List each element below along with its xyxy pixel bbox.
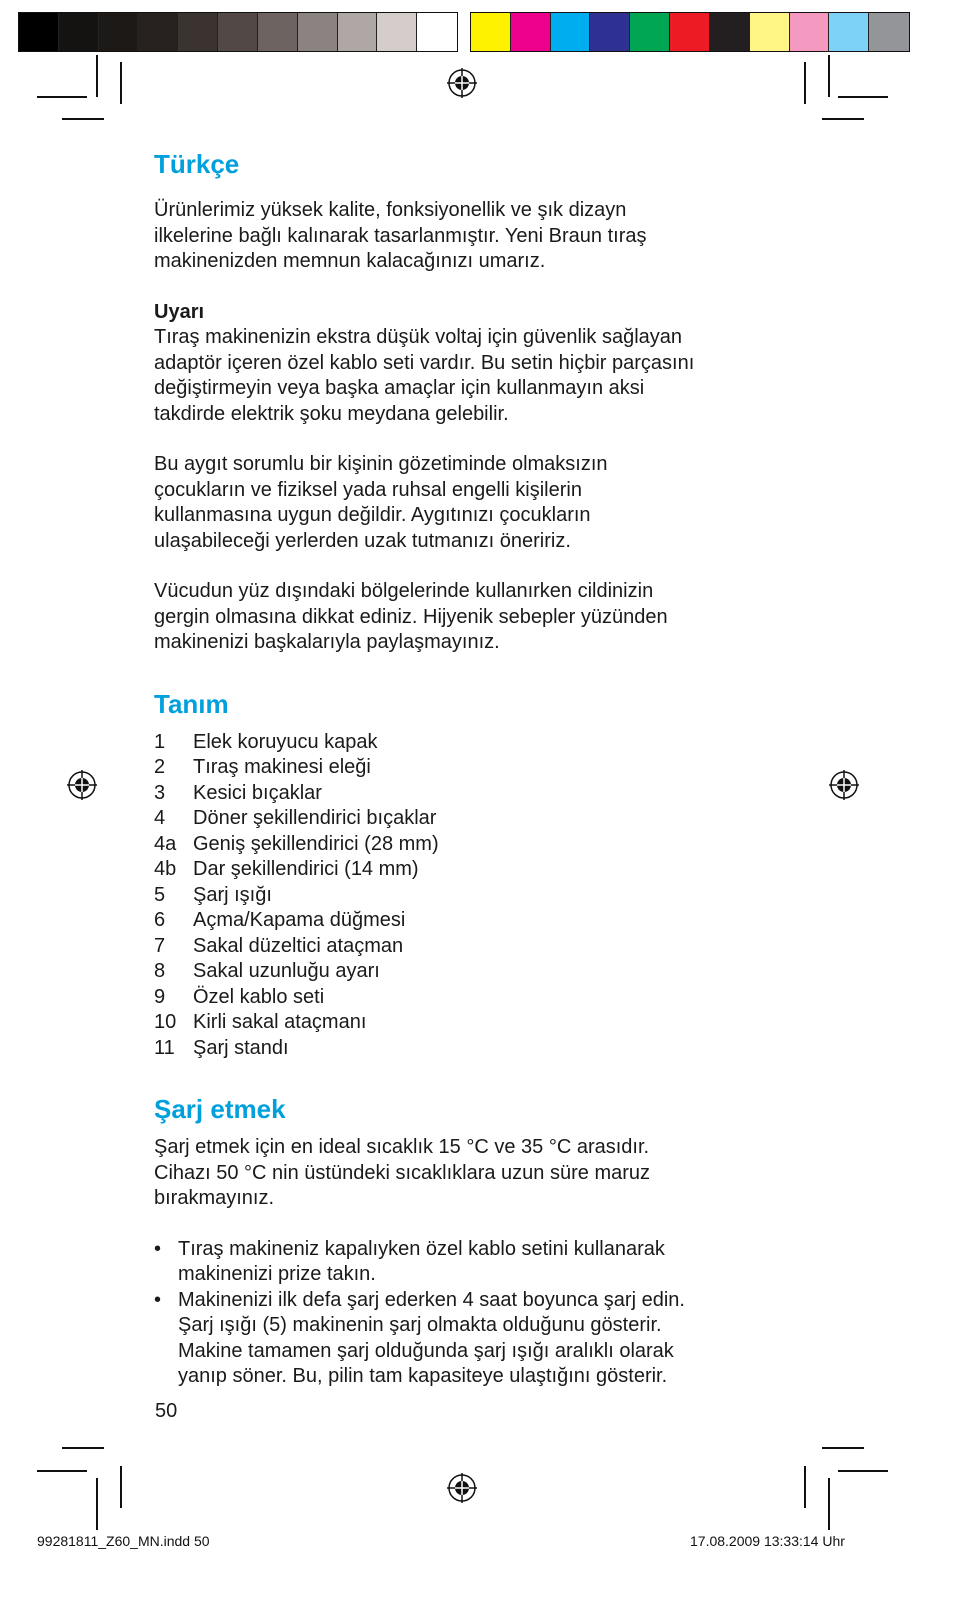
charging-bullet-list [154,1237,794,1390]
item-label: Kesici bıçaklar [193,781,322,804]
list-item [154,781,794,807]
color-swatch [218,13,258,51]
charging-intro-paragraph [154,1135,794,1212]
item-label: Döner şekillendirici bıçaklar [193,807,437,829]
item-label: Kirli sakal ataçmanı [193,1011,367,1033]
text-line: Cihazı 50 °C nin üstündeki sıcaklıklara uzun süre maruz [154,1161,651,1184]
item-number: 4 [154,807,166,829]
crop-mark [62,1447,104,1449]
color-swatch [551,13,591,51]
text-line: takdirde elektrik şoku meydana gelebilir. [154,402,509,425]
children-paragraph [154,452,794,554]
item-number: 4a [154,832,177,855]
list-item [154,985,794,1011]
process-color-bar [470,12,910,52]
text-line: ulaşabileceği yerlerden uzak tutmanızı öneririz. [154,529,571,552]
warning-heading: Uyarı [154,300,205,323]
list-item [154,1010,794,1036]
color-swatch [417,13,457,51]
crop-mark [96,1478,98,1530]
list-item [154,1036,794,1062]
item-number: 8 [154,960,166,982]
crop-mark [804,62,806,104]
color-swatch [138,13,178,51]
crop-mark [37,1470,87,1472]
item-number: 1 [154,730,166,753]
warning-paragraph [154,325,794,427]
item-number: 3 [154,781,166,804]
registration-mark-icon [829,770,859,800]
list-item [154,832,794,858]
item-label: Şarj ışığı [193,883,272,906]
item-label: Şarj standı [193,1036,289,1059]
text-line: Şarj etmek için en ideal sıcaklık 15 °C ve 35 °C arasıdır. [154,1136,650,1158]
crop-mark [37,96,87,98]
registration-mark-icon [67,770,97,800]
item-label: Sakal uzunluğu ayarı [193,960,380,982]
crop-mark [822,118,864,120]
crop-mark [828,1478,830,1530]
text-line: makinenizden memnun kalacağınızı umarız. [154,250,546,272]
page-number: 50 [155,1400,178,1422]
item-label: Tıraş makinesi eleği [193,756,371,778]
item-number: 10 [154,1011,177,1033]
item-label: Elek koruyucu kapak [193,730,378,753]
grayscale-color-bar [18,12,458,52]
section-title-tanim: Tanım [154,688,229,719]
color-swatch [59,13,99,51]
bullet-text [178,1237,665,1288]
list-item [154,730,794,756]
color-swatch [258,13,298,51]
bullet-icon: • [154,1288,162,1311]
list-item [154,959,794,985]
item-label: Açma/Kapama düğmesi [193,909,406,931]
item-number: 7 [154,934,166,957]
text-line: ilkelerine bağlı kalınarak tasarlanmıştır. Yeni Braun tıraş [154,224,647,247]
registration-mark-icon [447,68,477,98]
slug-filename: 99281811_Z60_MN.indd 50 [37,1533,210,1549]
slug-timestamp: 17.08.2009 13:33:14 Uhr [690,1533,845,1549]
text-line: gergin olmasına dikkat ediniz. Hijyenik sebepler yüzünden [154,605,668,628]
text-line: Şarj ışığı (5) makinenin şarj olmakta olduğunu gösterir. [178,1314,662,1336]
registration-mark-icon [447,1473,477,1503]
intro-paragraph [154,198,794,275]
color-swatch [829,13,869,51]
description-list [154,730,794,1062]
item-number: 4b [154,858,177,880]
list-item [154,857,794,883]
crop-mark [62,118,104,120]
text-line: değiştirmeyin veya başka amaçlar için kullanmayın aksi [154,377,645,399]
text-line: adaptör içeren özel kablo seti vardır. Bu setin hiçbir parçasını [154,351,695,374]
crop-mark [120,62,122,104]
item-number: 9 [154,985,166,1008]
crop-mark [838,96,888,98]
item-label: Özel kablo seti [193,985,325,1008]
list-item [154,908,794,934]
item-number: 2 [154,756,166,778]
crop-mark [120,1466,122,1508]
color-swatch [630,13,670,51]
text-line: çocukların ve fiziksel yada ruhsal engelli kişilerin [154,478,582,501]
text-line: kullanmasına uygun değildir. Aygıtınızı çocukların [154,504,591,526]
text-line: Makine tamamen şarj olduğunda şarj ışığı aralıklı olarak [178,1339,674,1362]
item-number: 5 [154,883,166,906]
text-line: Ürünlerimiz yüksek kalite, fonksiyonellik ve şık dizayn [154,199,627,221]
crop-mark [804,1466,806,1508]
item-label: Sakal düzeltici ataçman [193,934,404,957]
crop-mark [822,1447,864,1449]
bullet-item [154,1288,794,1390]
color-swatch [377,13,417,51]
crop-mark [828,55,830,97]
list-item [154,806,794,832]
color-swatch [590,13,630,51]
list-item [154,883,794,909]
text-line: Tıraş makinenizin ekstra düşük voltaj için güvenlik sağlayan [154,326,683,348]
text-line: Makinenizi ilk defa şarj ederken 4 saat boyunca şarj edin. [178,1288,685,1311]
bullet-icon: • [154,1237,162,1260]
text-line: Tıraş makineniz kapalıyken özel kablo setini kullanarak [178,1237,665,1260]
color-swatch [511,13,551,51]
color-swatch [99,13,139,51]
crop-mark [96,55,98,97]
color-swatch [338,13,378,51]
item-number: 11 [154,1036,175,1059]
color-swatch [178,13,218,51]
section-title-sarj: Şarj etmek [154,1094,286,1124]
color-swatch [790,13,830,51]
text-line: Bu aygıt sorumlu bir kişinin gözetiminde olmaksızın [154,453,608,475]
color-swatch [471,13,511,51]
body-paragraph [154,579,794,656]
color-swatch [670,13,710,51]
text-line: Vücudun yüz dışındaki bölgelerinde kullanırken cildinizin [154,580,654,602]
color-swatch [710,13,750,51]
text-line: bırakmayınız. [154,1187,275,1209]
list-item [154,934,794,960]
text-line: makinenizi prize takın. [178,1263,376,1285]
text-line: makinenizi başkalarıyla paylaşmayınız. [154,631,500,653]
list-item [154,755,794,781]
item-label: Dar şekillendirici (14 mm) [193,858,419,880]
text-line: yanıp söner. Bu, pilin tam kapasiteye ulaştığını gösterir. [178,1365,668,1387]
item-label: Geniş şekillendirici (28 mm) [193,832,439,855]
color-swatch [19,13,59,51]
section-title-turkce: Türkçe [154,149,240,179]
color-swatch [298,13,338,51]
color-swatch [869,13,909,51]
bullet-item [154,1237,794,1288]
color-swatch [750,13,790,51]
item-number: 6 [154,909,166,931]
page-content [154,140,794,1390]
bullet-text [178,1288,685,1390]
crop-mark [838,1470,888,1472]
